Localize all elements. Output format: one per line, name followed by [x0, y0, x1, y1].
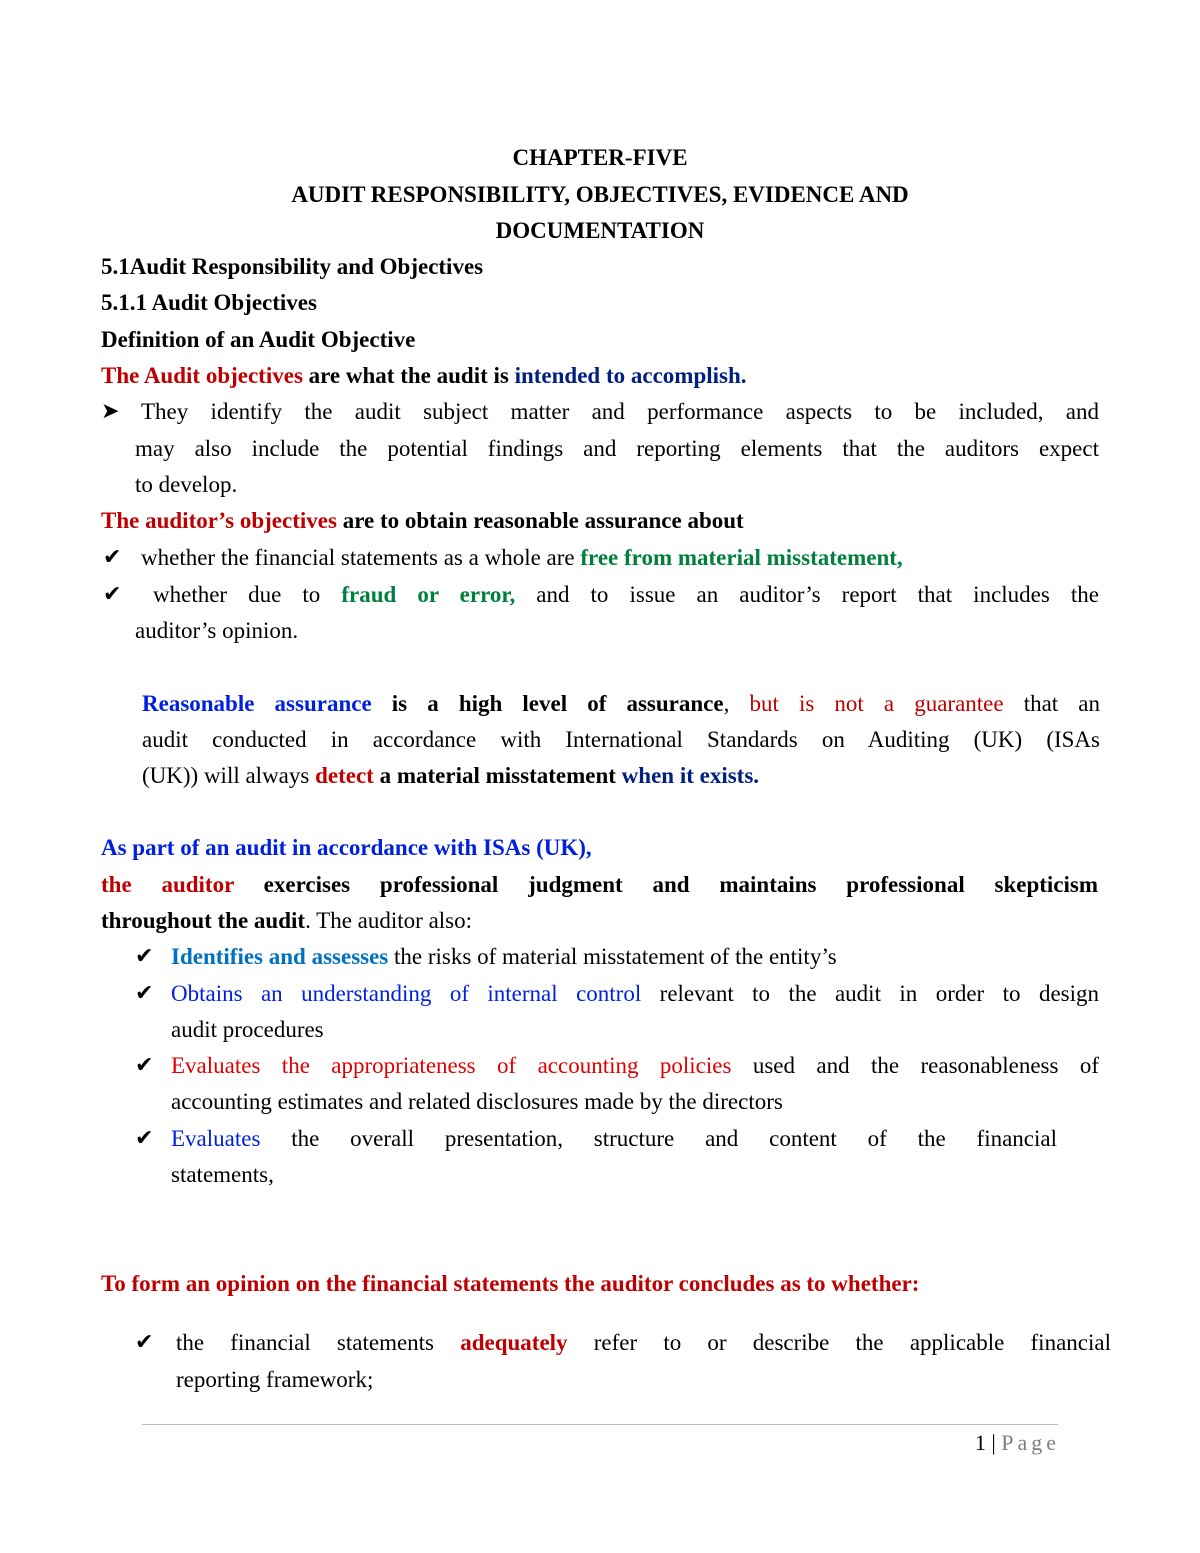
also-item-1: [171, 942, 837, 972]
auditor-objectives-paragraph: [101, 506, 744, 536]
chapter-label: CHAPTER-FIVE: [512, 145, 688, 170]
opinion-item-1-line2: reporting framework;: [176, 1367, 374, 1392]
also-item-4: [171, 1124, 1057, 1154]
isa-intro: As part of an audit in accordance with ISAs (UK),: [101, 835, 592, 860]
reasonable-line3-when: when it exists.: [621, 763, 760, 788]
also-item-3: [171, 1051, 1099, 1081]
opinion-item-1: [176, 1328, 1111, 1358]
also-item-4-emphasis: Evaluates: [171, 1126, 261, 1151]
auditor-objectives-text: are to obtain reasonable assurance about: [336, 508, 744, 533]
also-item-2-line2: audit procedures: [171, 1017, 324, 1042]
also-item-4-line2: statements,: [171, 1162, 274, 1187]
also-item-1-text: the risks of material misstatement of the entity’s: [388, 944, 837, 969]
isa-line3: [101, 906, 472, 936]
check-item-2: [153, 580, 1099, 610]
reasonable-assurance-line1: [142, 689, 1100, 719]
checkmark-icon: ✔: [103, 582, 122, 607]
arrow-item-line3: to develop.: [135, 472, 238, 497]
arrow-item-line2: may also include the potential findings and reporting elements that the auditors expect: [135, 436, 1099, 461]
objectives-paragraph: [101, 361, 747, 391]
chapter-title-line1: AUDIT RESPONSIBILITY, OBJECTIVES, EVIDENCE AND: [291, 182, 909, 207]
check-item-1: [141, 543, 903, 573]
definition-heading: Definition of an Audit Objective: [101, 327, 416, 352]
reasonable-line3-a: (UK)) will always: [142, 763, 316, 788]
objectives-text: are what the audit is: [302, 363, 515, 388]
arrow-bullet-icon: ➤: [101, 399, 120, 424]
check-item-2-text-b: and to issue an auditor’s report that includes the: [515, 582, 1099, 607]
isa-line3-bold: throughout the audit: [101, 908, 306, 933]
also-item-2: [171, 979, 1099, 1009]
reasonable-assurance-def: is a high level of assurance: [371, 691, 724, 716]
isa-auditor-term: the auditor: [101, 872, 234, 897]
objectives-purpose: intended to accomplish.: [514, 363, 747, 388]
auditor-objectives-term: The auditor’s objectives: [101, 508, 337, 533]
objectives-term: The Audit objectives: [101, 363, 303, 388]
reasonable-line3-detect: detect: [315, 763, 374, 788]
checkmark-icon: ✔: [135, 944, 154, 969]
arrow-item-line1: They identify the audit subject matter and performance aspects to be included, and: [141, 399, 1099, 424]
checkmark-icon: ✔: [135, 1053, 154, 1078]
also-item-4-text: the overall presentation, structure and content of the financial: [260, 1126, 1057, 1151]
also-item-1-emphasis: Identifies and assesses: [171, 944, 389, 969]
reasonable-line3-c: a material misstatement: [373, 763, 622, 788]
page-footer: [975, 1428, 1060, 1458]
check-item-1-emphasis: free from material misstatement,: [580, 545, 903, 570]
also-item-3-line2: accounting estimates and related disclosures made by the directors: [171, 1089, 783, 1114]
reasonable-assurance-line3: [142, 761, 759, 791]
isa-line3-text: . The auditor also:: [305, 908, 473, 933]
reasonable-assurance-line2: audit conducted in accordance with International Standards on Auditing (UK) (ISAs: [142, 727, 1100, 752]
isa-line2-text: exercises professional judgment and maintains professional skepticism: [233, 872, 1098, 897]
opinion-item-1-emphasis: adequately: [460, 1330, 568, 1355]
opinion-item-1-text-b: refer to or describe the applicable financial: [567, 1330, 1111, 1355]
check-item-1-text: whether the financial statements as a whole are: [141, 545, 581, 570]
footer-separator: |: [985, 1430, 1002, 1455]
also-item-2-emphasis: Obtains an understanding of internal control: [171, 981, 642, 1006]
check-item-2-emphasis: fraud or error,: [341, 582, 516, 607]
checkmark-icon: ✔: [135, 1126, 154, 1151]
chapter-title-line2: DOCUMENTATION: [495, 218, 705, 243]
isa-line2: [101, 870, 1098, 900]
opinion-item-1-text-a: the financial statements: [176, 1330, 461, 1355]
page-label: Page: [1001, 1430, 1060, 1455]
opinion-heading: To form an opinion on the financial statements the auditor concludes as to whether:: [101, 1271, 920, 1296]
section-heading: 5.1Audit Responsibility and Objectives: [101, 254, 484, 279]
reasonable-assurance-term: Reasonable assurance: [142, 691, 372, 716]
footer-divider: [142, 1424, 1058, 1425]
also-item-3-text: used and the reasonableness of: [731, 1053, 1099, 1078]
reasonable-assurance-caveat: but is not a guarantee: [749, 691, 1004, 716]
check-item-2-line2: auditor’s opinion.: [135, 618, 299, 643]
checkmark-icon: ✔: [135, 981, 154, 1006]
checkmark-icon: ✔: [103, 545, 122, 570]
page-number: 1: [974, 1430, 986, 1455]
reasonable-assurance-tail: that an: [1003, 691, 1101, 716]
subsection-heading: 5.1.1 Audit Objectives: [101, 290, 317, 315]
reasonable-assurance-comma: ,: [723, 691, 750, 716]
also-item-3-emphasis: Evaluates the appropriateness of accounting policies: [171, 1053, 732, 1078]
checkmark-icon: ✔: [135, 1330, 154, 1355]
also-item-2-text: relevant to the audit in order to design: [641, 981, 1099, 1006]
check-item-2-text-a: whether due to: [153, 582, 342, 607]
